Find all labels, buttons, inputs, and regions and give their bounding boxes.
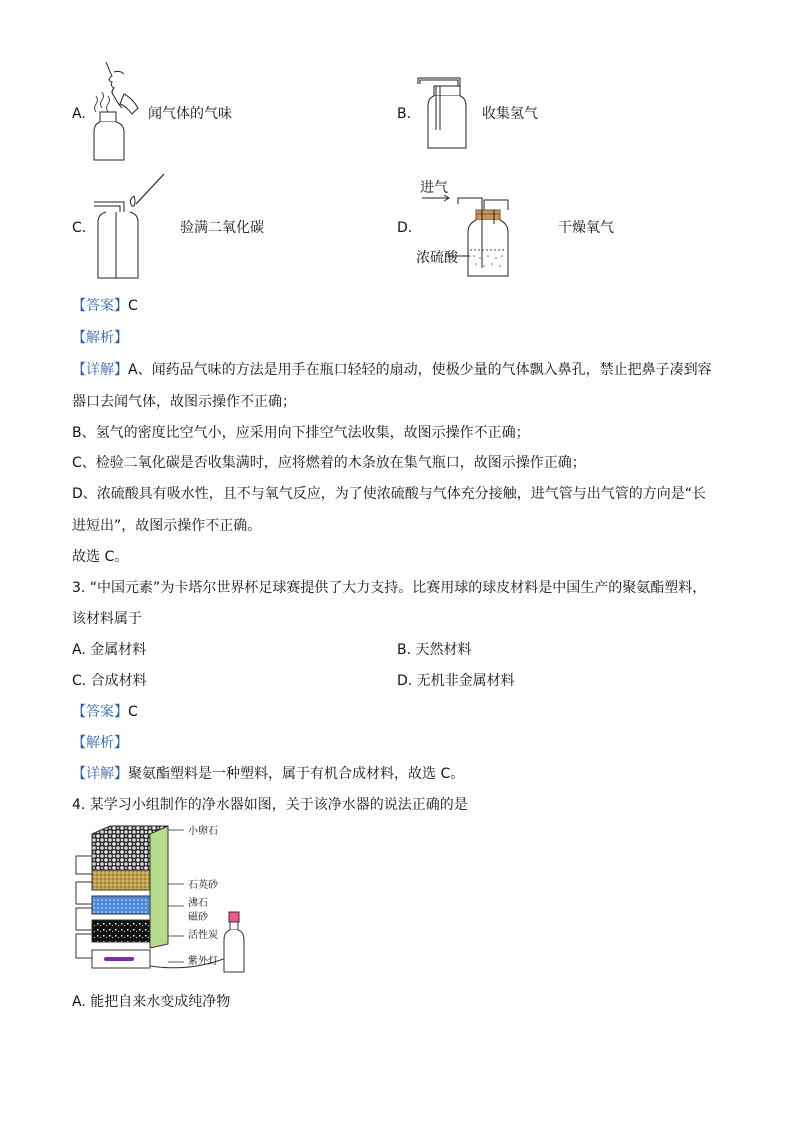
label-uv: 紫外灯 xyxy=(188,956,218,967)
q2-analysis-tag: 【解析】 xyxy=(72,330,128,346)
q3-stem-line1: 3. “中国元素”为卡塔尔世界杯足球赛提供了大力支持。比赛用球的球皮材料是中国生产的聚氨酯塑料， xyxy=(72,580,707,596)
label-garnet: 磁砂 xyxy=(188,912,208,923)
label-zeolite: 沸石 xyxy=(188,898,208,909)
label-pebble: 小卵石 xyxy=(188,826,218,837)
q3-option-d: D. 无机非金属材料 xyxy=(397,673,515,689)
water-purifier-illustration xyxy=(72,826,192,976)
q3-option-c: C. 合成材料 xyxy=(72,673,147,689)
q2-detail-line2: 器口去闻气体，故图示操作不正确； xyxy=(72,394,296,410)
option-d-letter: D. xyxy=(397,220,413,236)
gas-in-label: 进气 xyxy=(420,180,448,196)
q3-stem-line2: 该材料属于 xyxy=(72,611,142,627)
q3-option-b: B. 天然材料 xyxy=(397,642,472,658)
spray-bottle-illustration xyxy=(222,912,246,974)
q2-detail-line3: B、氢气的密度比空气小，应采用向下排空气法收集，故图示操作不正确； xyxy=(72,425,530,441)
option-a-text: 闻气体的气味 xyxy=(148,106,232,122)
option-d-text: 干燥氧气 xyxy=(558,220,614,236)
detail-tag: 【详解】 xyxy=(72,362,128,378)
detail-text: 聚氨酯塑料是一种塑料，属于有机合成材料，故选 C。 xyxy=(128,766,465,782)
sulfuric-acid-label: 浓硫酸 xyxy=(416,250,458,266)
option-c-text: 验满二氧化碳 xyxy=(180,220,264,236)
detail-text: A、闻药品气味的方法是用手在瓶口轻轻的扇动，使极少量的气体飘入鼻孔，禁止把鼻子凑到容 xyxy=(128,362,712,378)
answer-value: C xyxy=(128,298,138,314)
option-a-letter: A. xyxy=(72,106,86,122)
dry-oxygen-illustration xyxy=(418,188,518,278)
q2-detail-line1 xyxy=(72,360,712,380)
answer-tag: 【答案】 xyxy=(72,298,128,314)
q3-answer-line xyxy=(72,702,138,722)
q3-analysis-tag: 【解析】 xyxy=(72,735,128,751)
q2-detail-line6: 进短出”，故图示操作不正确。 xyxy=(72,518,262,534)
verify-co2-illustration xyxy=(92,172,168,282)
q2-answer-line xyxy=(72,296,138,316)
q3-detail-line xyxy=(72,764,464,784)
option-b-letter: B. xyxy=(397,106,412,122)
option-b-text: 收集氢气 xyxy=(482,106,538,122)
answer-value: C xyxy=(128,704,138,720)
detail-tag: 【详解】 xyxy=(72,766,128,782)
smell-gas-illustration xyxy=(88,60,148,164)
option-c-letter: C. xyxy=(72,220,87,236)
label-carbon: 活性炭 xyxy=(188,930,218,941)
q2-detail-line4: C、检验二氧化碳是否收集满时，应将燃着的木条放在集气瓶口，故图示操作正确； xyxy=(72,455,586,471)
q2-detail-line5: D、浓硫酸具有吸水性，且不与氧气反应，为了使浓硫酸与气体充分接触，进气管与出气管的方向是“长 xyxy=(72,486,707,502)
q4-option-a: A. 能把自来水变成纯净物 xyxy=(72,994,231,1010)
q4-stem: 4. 某学习小组制作的净水器如图，关于该净水器的说法正确的是 xyxy=(72,797,468,813)
answer-tag: 【答案】 xyxy=(72,704,128,720)
label-quartz: 石英砂 xyxy=(188,880,218,891)
collect-hydrogen-illustration xyxy=(416,70,472,154)
q3-option-a: A. 金属材料 xyxy=(72,642,147,658)
q2-detail-conclusion: 故选 C。 xyxy=(72,549,129,565)
